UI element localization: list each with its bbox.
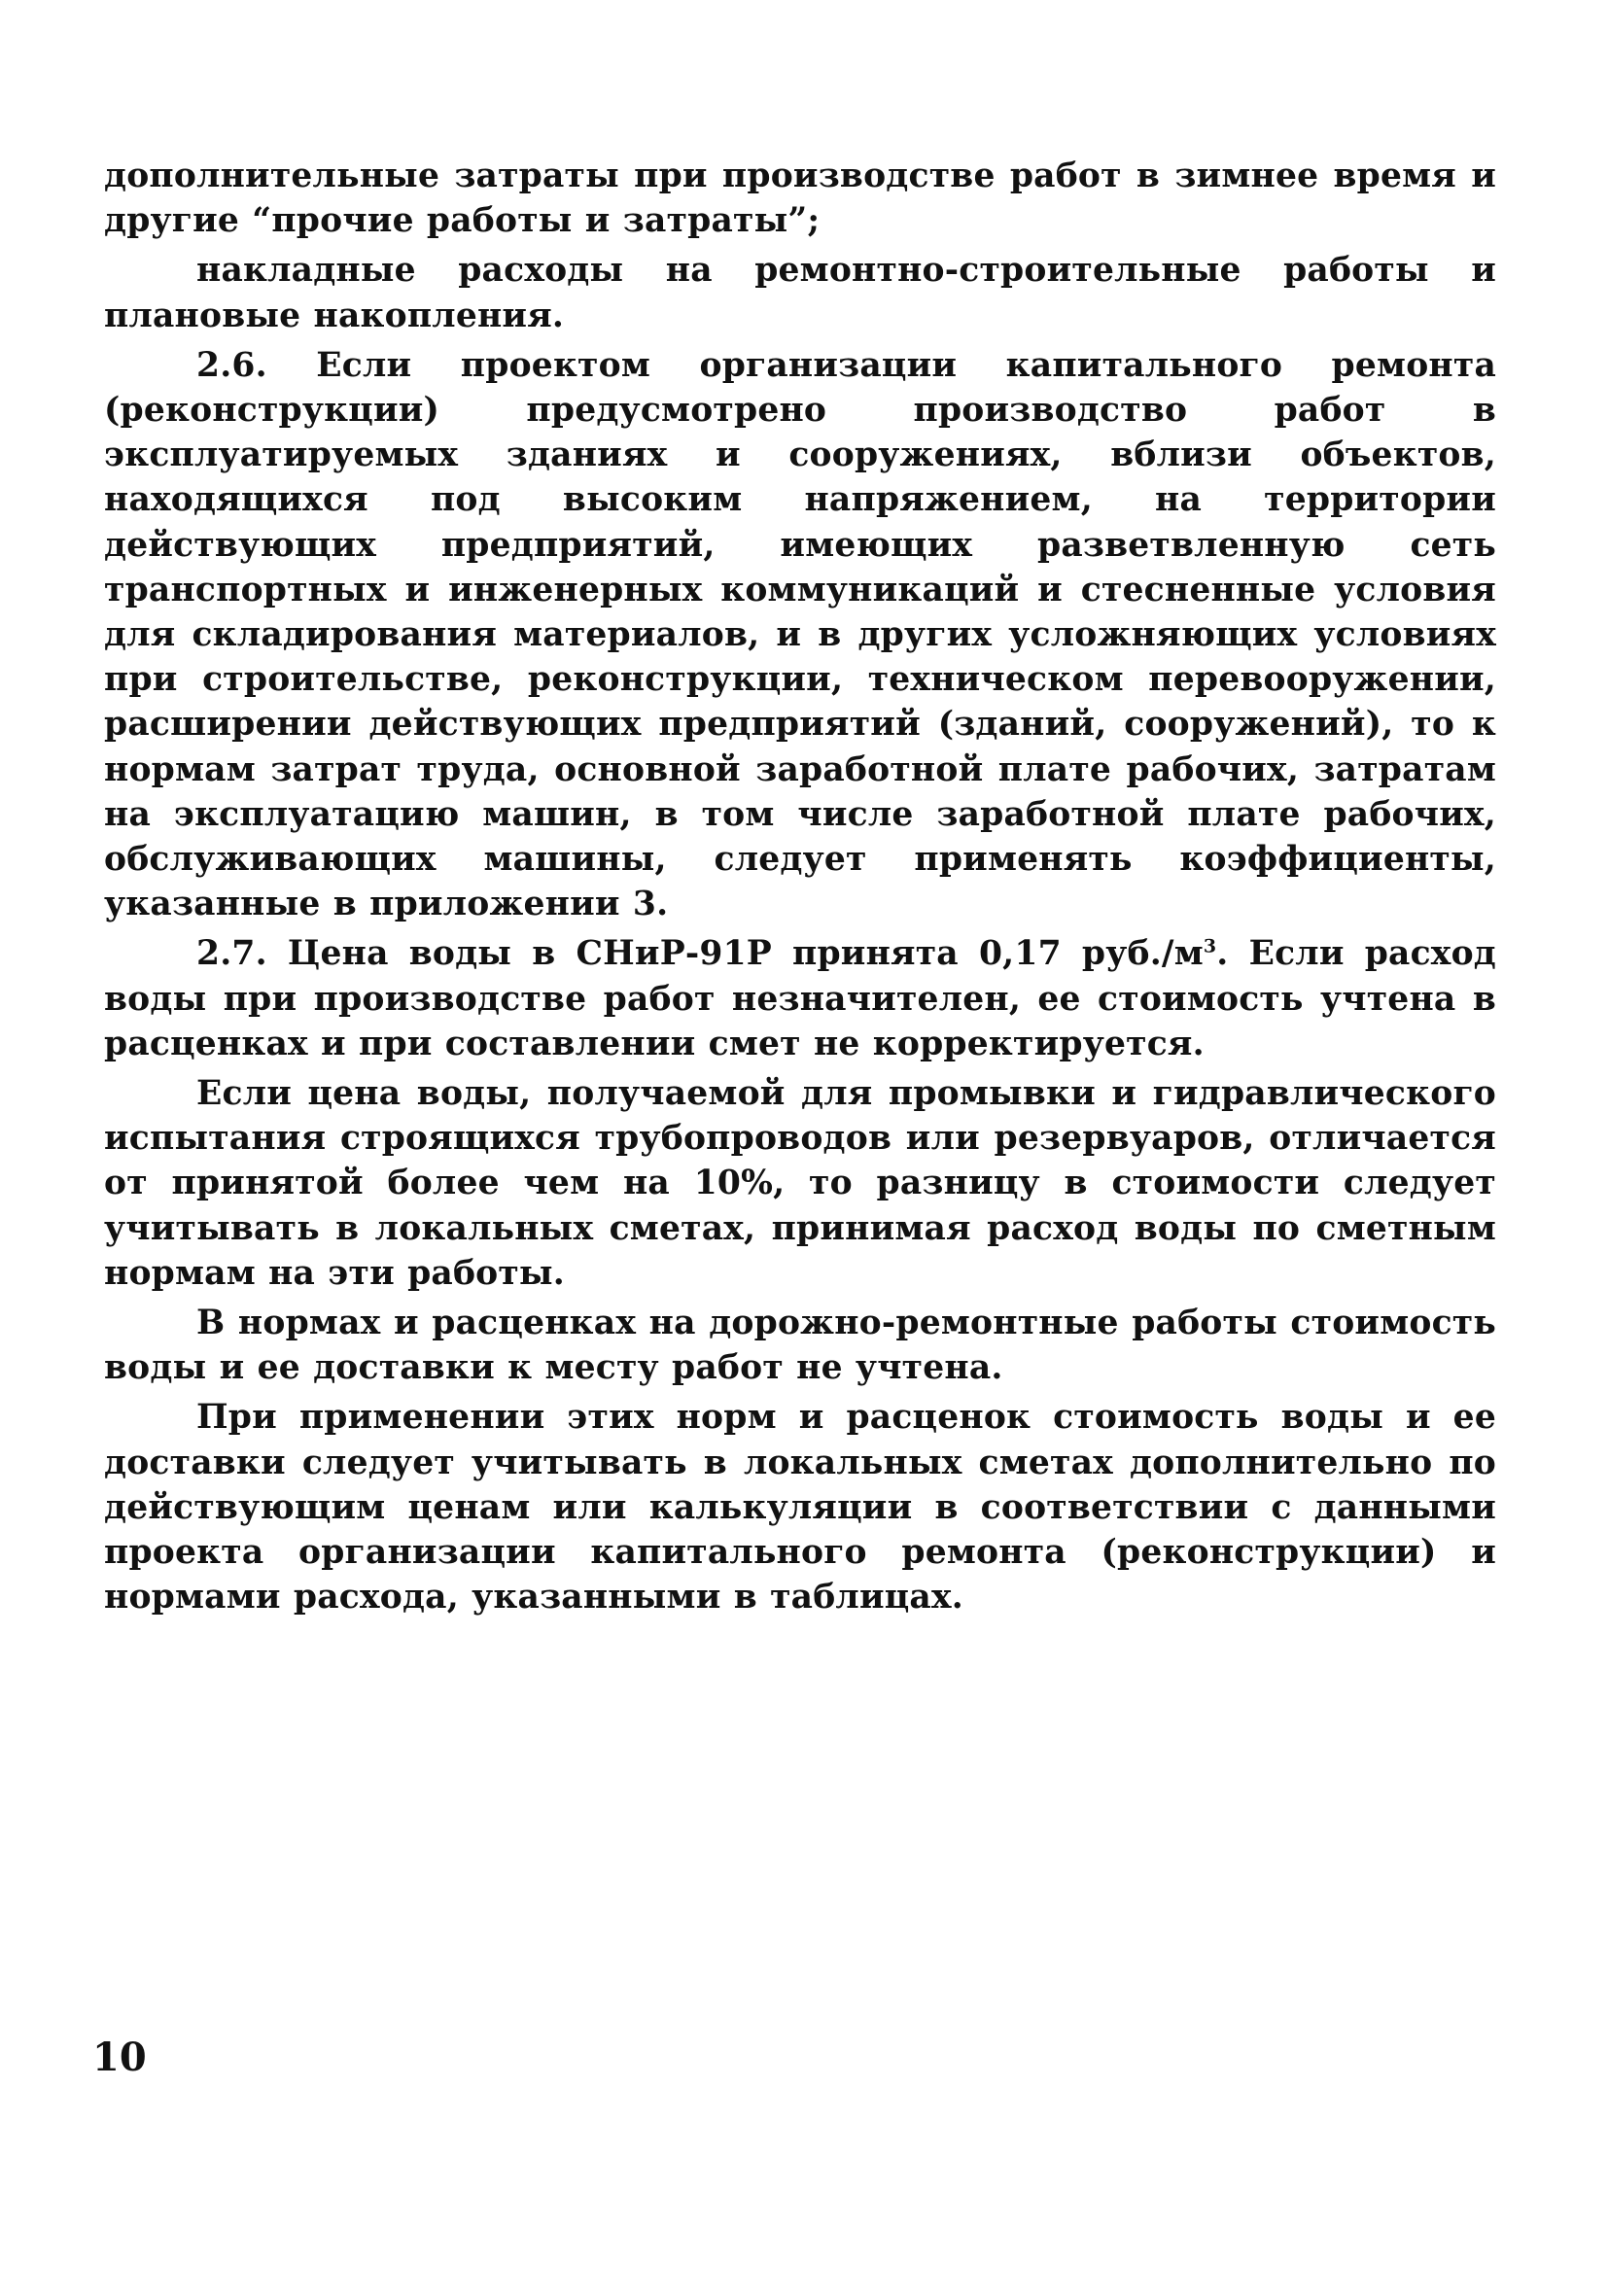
paragraph-road-repair: В нормах и расценках на дорожно-ремонтные работы стоимость воды и ее доставки к месту работ не учтена. bbox=[104, 1304, 1496, 1388]
paragraph-2-7 bbox=[104, 931, 1496, 1066]
paragraph-water-delivery: При применении этих норм и расценок стоимость воды и ее доставки следует учитывать в локальных сметах дополнительно по действующим ценам или калькуляции в соответствии с данными проекта организации капитального ремонта (реконструкции) и нормами расхода, указанными в таблицах. bbox=[104, 1398, 1496, 1618]
paragraph-2-6: 2.6. Если проектом организации капитального ремонта (реконструкции) предусмотрено производство работ в эксплуатируемых зданиях и сооружениях, вблизи объектов, находящихся под высоким напряжением, на территории действующих предприятий, имеющих разветвленную сеть транспортных и инженерных коммуникаций и стесненные условия для складирования материалов, и в других усложняющих условиях при строительстве, реконструкции, техническом перевооружении, расширении действующих предприятий (зданий, сооружений), то к нормам затрат труда, основной заработной плате рабочих, затратам на эксплуатацию машин, в том числе заработной плате рабочих, обслуживающих машины, следует применять коэффициенты, указанные в приложении 3. bbox=[104, 345, 1496, 924]
cubic-superscript: 3 bbox=[1203, 935, 1217, 957]
page-number: 10 bbox=[92, 2035, 147, 2080]
paragraph-water-price-difference: Если цена воды, получаемой для промывки и гидравлического испытания строящихся трубопроводов или резервуаров, отличается от принятой более чем на 10%, то разницу в стоимости следует учитывать в локальных сметах, принимая расход воды по сметным нормам на эти работы. bbox=[104, 1074, 1496, 1293]
paragraph-overhead: накладные расходы на ремонтно-строительные работы и плановые накопления. bbox=[104, 251, 1496, 335]
paragraph-2-7-end: . Если расход воды при производстве работ незначителен, ее стоимость учтена в расценках и при составлении смет не корректируется. bbox=[104, 934, 1496, 1063]
paragraph-winter-costs: дополнительные затраты при производстве работ в зимнее время и другие “прочие работы и затраты”; bbox=[104, 157, 1496, 241]
document-body bbox=[104, 154, 1496, 1625]
paragraph-2-7-start: 2.7. Цена воды в СНиР-91Р принята 0,17 руб./м bbox=[196, 934, 1204, 974]
